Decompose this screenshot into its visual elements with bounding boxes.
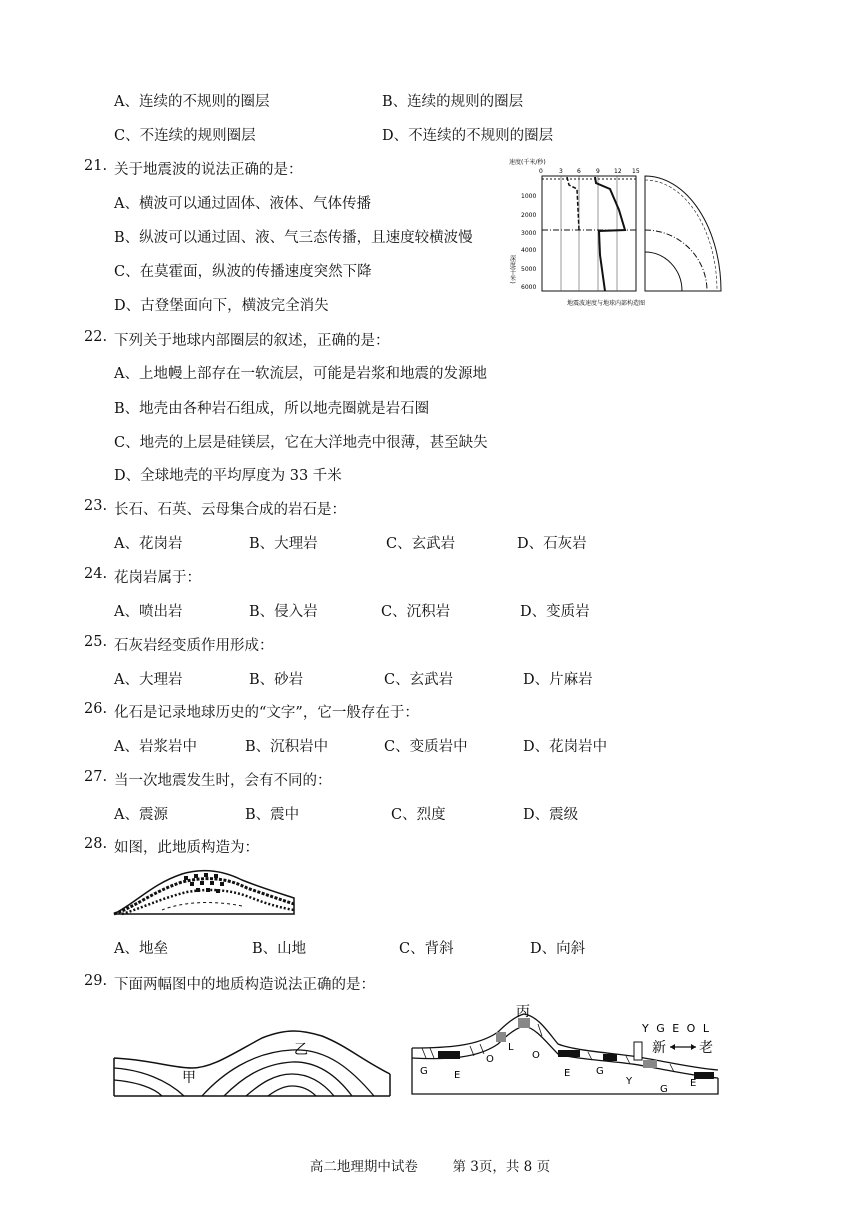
fold-figure-right	[408, 1002, 723, 1098]
q24-option-a: A、喷出岩	[114, 604, 183, 620]
q29-number: 29.	[84, 973, 108, 989]
svg-text:5000: 5000	[521, 266, 537, 273]
q27-option-c: C、烈度	[391, 807, 446, 823]
q25-number: 25.	[84, 634, 108, 650]
q28-option-d: D、向斜	[530, 941, 586, 957]
q27-option-a: A、震源	[114, 807, 168, 823]
q21-option-c: C、在莫霍面，纵波的传播速度突然下降	[114, 264, 372, 280]
page-footer	[0, 1155, 860, 1175]
q27-option-d: D、震级	[523, 807, 579, 823]
q28-option-c: C、背斜	[399, 941, 454, 957]
q24-option-c: C、沉积岩	[381, 604, 451, 620]
svg-text:1000: 1000	[521, 193, 537, 200]
svg-text:L: L	[508, 1042, 514, 1053]
fold-figure-left	[112, 1024, 392, 1099]
q28-option-a: A、地垒	[114, 941, 168, 957]
footer-title: 高二地理期中试卷	[309, 1159, 418, 1175]
svg-text:E: E	[564, 1068, 571, 1079]
q21-option-b: B、纵波可以通过固、液、气三态传播，且速度较横波慢	[114, 230, 473, 246]
q23-option-a: A、花岗岩	[114, 536, 183, 552]
q28-stem: 如图，此地质构造为：	[114, 840, 259, 856]
svg-text:15: 15	[632, 168, 640, 175]
q26-option-a: A、岩浆岩中	[114, 739, 197, 755]
legend-old: 老	[699, 1040, 713, 1056]
seismic-wave-figure	[507, 155, 725, 310]
svg-text:3000: 3000	[521, 230, 537, 237]
svg-text:G: G	[420, 1066, 428, 1077]
q22-stem: 下列关于地球内部圈层的叙述，正确的是：	[114, 333, 390, 349]
q28-number: 28.	[84, 836, 108, 852]
svg-text:3: 3	[559, 168, 563, 175]
label-bing: 丙	[516, 1004, 530, 1020]
svg-text:6: 6	[577, 168, 581, 175]
s-wave-curve	[567, 177, 579, 231]
svg-text:0: 0	[539, 168, 543, 175]
q26-option-d: D、花岗岩中	[523, 739, 608, 755]
q22-number: 22.	[84, 329, 108, 345]
p-wave-curve	[595, 177, 625, 291]
q23-number: 23.	[84, 498, 108, 514]
q22-option-b: B、地壳由各种岩石组成，所以地壳圈就是岩石圈	[114, 401, 430, 417]
q21-stem: 关于地震波的说法正确的是：	[114, 162, 303, 178]
q20-option-a: A、连续的不规则的圈层	[114, 94, 270, 110]
q23-option-d: D、石灰岩	[517, 536, 587, 552]
q24-stem: 花岗岩属于：	[114, 570, 201, 586]
q25-stem: 石灰岩经变质作用形成：	[114, 638, 274, 654]
label-jia: 甲	[182, 1070, 196, 1086]
q23-option-b: B、大理岩	[249, 536, 318, 552]
svg-text:Y: Y	[626, 1076, 633, 1087]
q26-stem: 化石是记录地球历史的“文字”，它一般存在于：	[114, 705, 419, 721]
q25-option-b: B、砂岩	[249, 672, 304, 688]
earth-section	[645, 176, 721, 291]
q22-option-d: D、全球地壳的平均厚度为 33 千米	[114, 468, 342, 484]
q22-option-a: A、上地幔上部存在一软流层，可能是岩浆和地震的发源地	[114, 366, 487, 382]
q26-number: 26.	[84, 701, 108, 717]
q26-option-c: C、变质岩中	[384, 739, 468, 755]
q24-option-d: D、变质岩	[520, 604, 590, 620]
anticline-figure	[112, 866, 297, 918]
q27-stem: 当一次地震发生时，会有不同的：	[114, 773, 332, 789]
legend-new: 新	[652, 1040, 666, 1056]
q25-option-a: A、大理岩	[114, 672, 183, 688]
q21-option-d: D、古登堡面向下，横波完全消失	[114, 298, 329, 314]
footer-page: 第 3页，共 8 页	[452, 1159, 551, 1175]
q28-option-b: B、山地	[252, 941, 307, 957]
q27-number: 27.	[84, 769, 108, 785]
q20-option-b: B、连续的规则的圈层	[382, 94, 524, 110]
q24-option-b: B、侵入岩	[249, 604, 318, 620]
velocity-axis-label: 速度(千米/秒)	[509, 159, 546, 166]
q29-stem: 下面两幅图中的地质构造说法正确的是：	[114, 977, 375, 993]
svg-text:G: G	[660, 1084, 668, 1095]
svg-text:O: O	[486, 1054, 494, 1065]
svg-text:4000: 4000	[521, 247, 537, 254]
svg-text:6000: 6000	[521, 284, 537, 291]
svg-text:2000: 2000	[521, 212, 537, 219]
q23-stem: 长石、石英、云母集合成的岩石是：	[114, 502, 346, 518]
figure-caption: 地震波速度与地球内部构造图	[567, 300, 646, 307]
svg-text:O: O	[532, 1050, 540, 1061]
q22-option-c: C、地壳的上层是硅镁层，它在大洋地壳中很薄，甚至缺失	[114, 435, 488, 451]
q24-number: 24.	[84, 566, 108, 582]
chart-frame	[542, 176, 636, 291]
strata-sequence: Y G E O L	[642, 1022, 711, 1035]
svg-text:12: 12	[614, 168, 622, 175]
q20-option-c: C、不连续的规则圈层	[114, 128, 256, 144]
q25-option-d: D、片麻岩	[523, 672, 593, 688]
q26-option-b: B、沉积岩中	[245, 739, 329, 755]
svg-text:G: G	[596, 1066, 604, 1077]
label-yi: 乙	[294, 1042, 308, 1058]
q20-option-d: D、不连续的不规则的圈层	[382, 128, 554, 144]
depth-axis-label: 深度(千米)	[508, 255, 516, 284]
q25-option-c: C、玄武岩	[384, 672, 454, 688]
svg-text:E: E	[454, 1070, 461, 1081]
q27-option-b: B、震中	[245, 807, 300, 823]
q23-option-c: C、玄武岩	[386, 536, 456, 552]
svg-text:9: 9	[596, 168, 600, 175]
q21-option-a: A、横波可以通过固体、液体、气体传播	[114, 196, 371, 212]
svg-text:E: E	[690, 1078, 697, 1089]
q21-number: 21.	[84, 158, 108, 174]
